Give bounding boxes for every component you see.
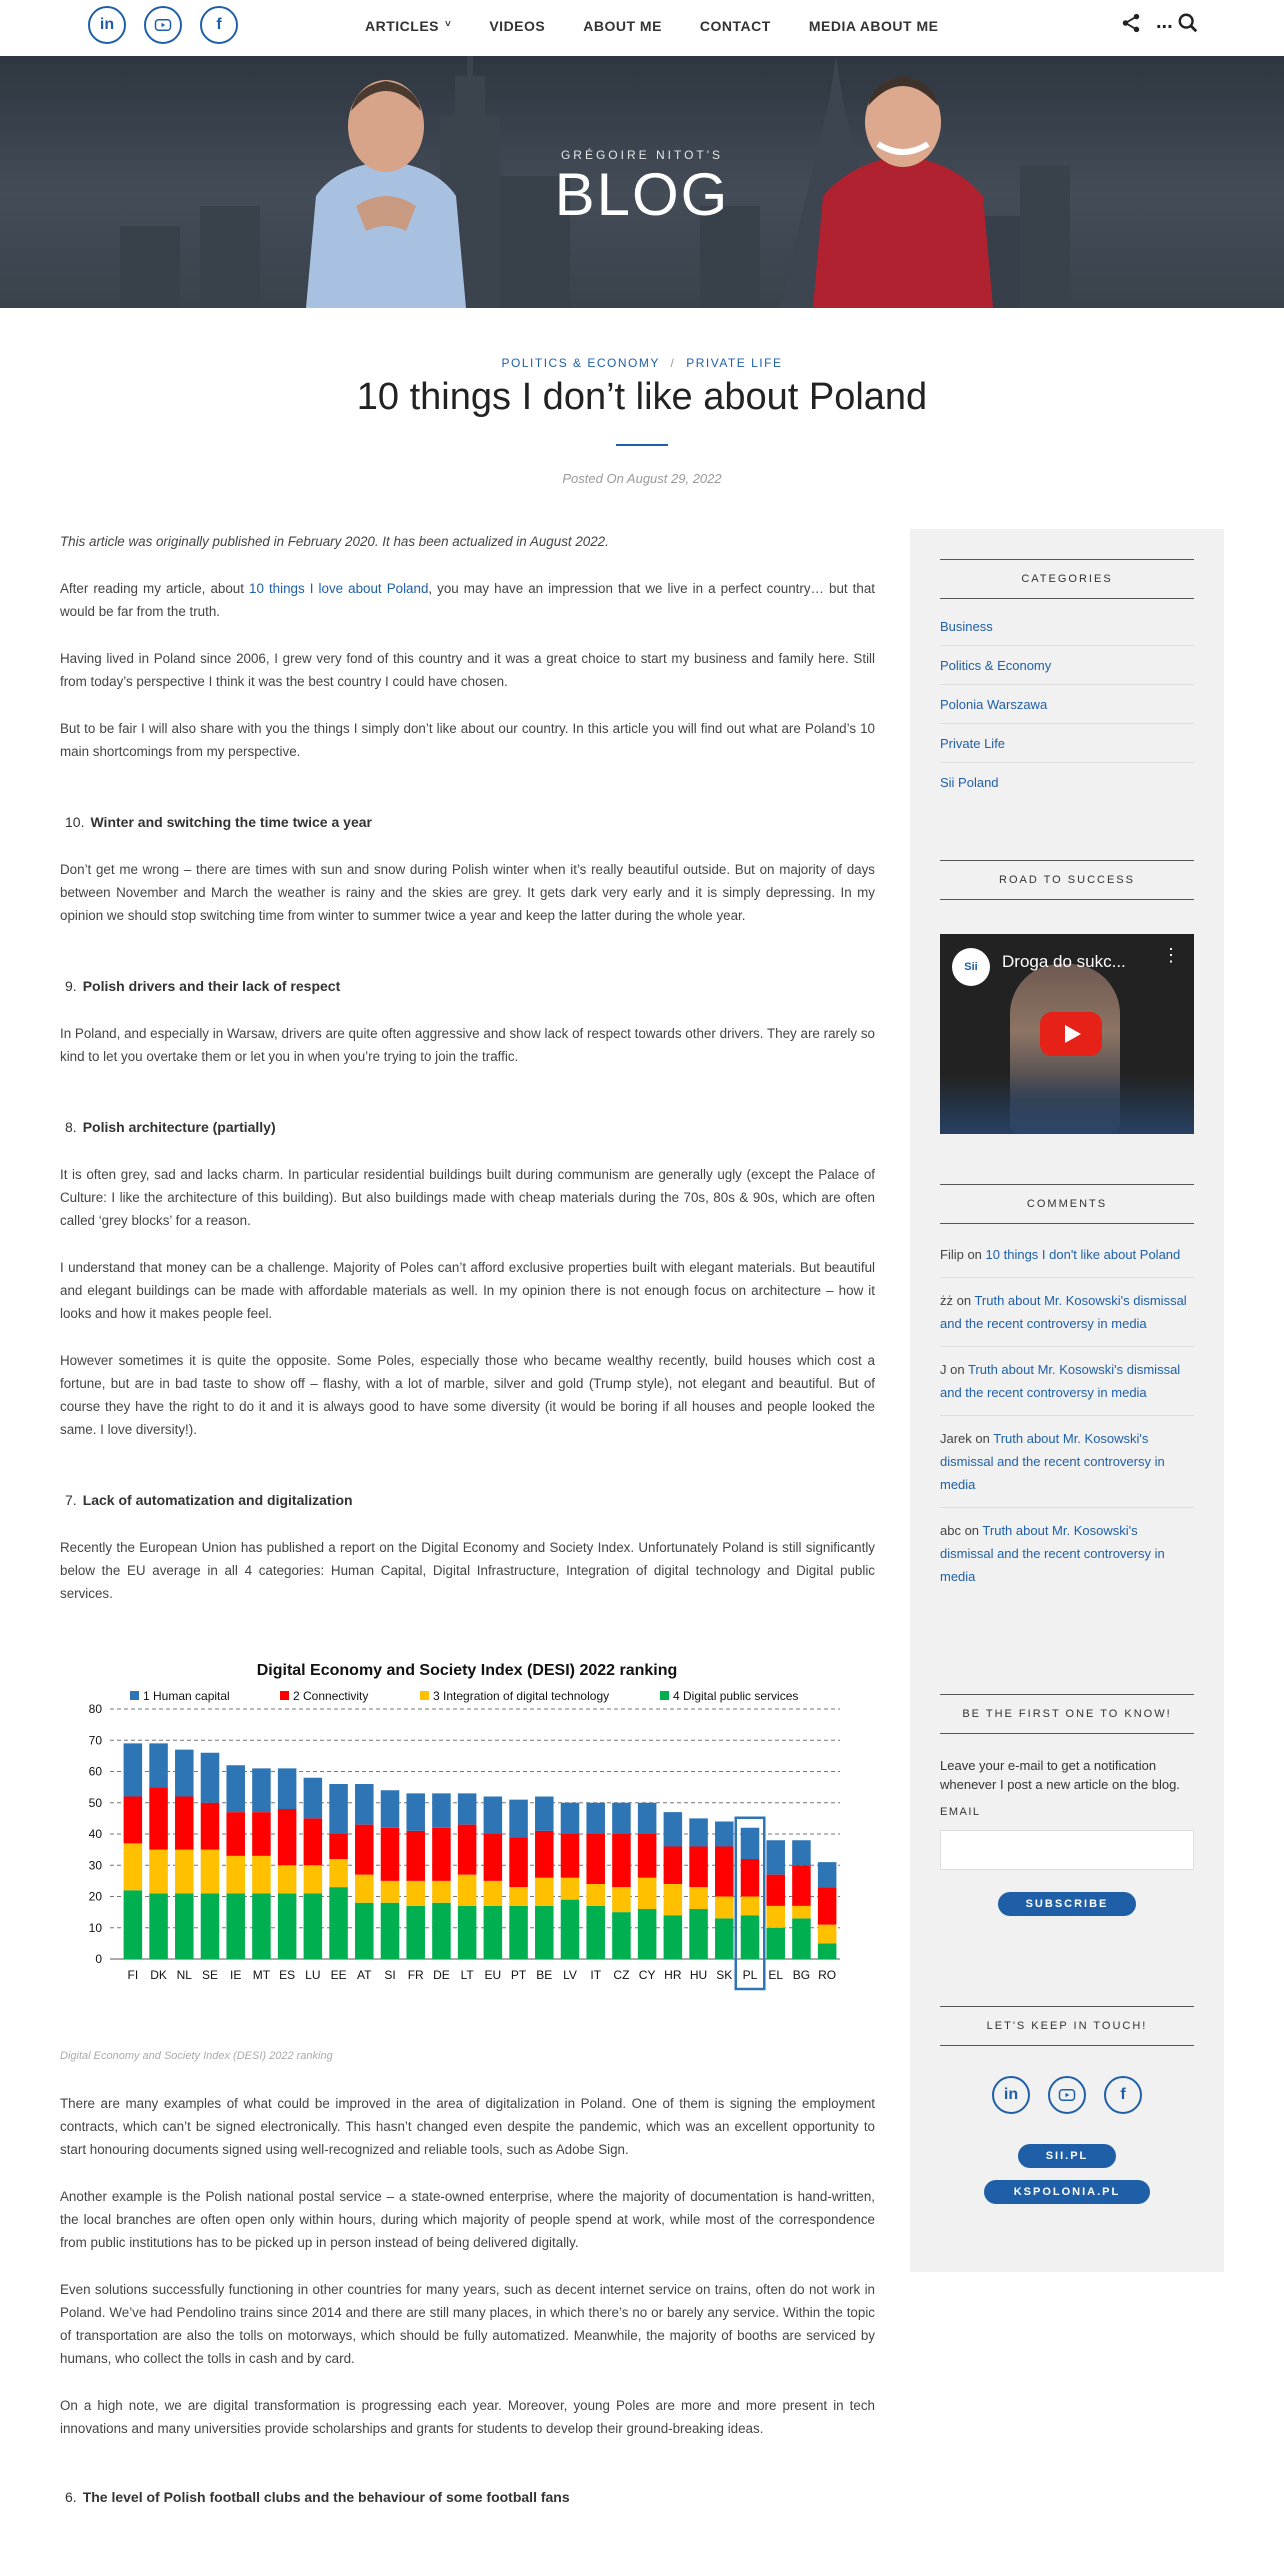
bar-segment [304,1778,323,1819]
bar-segment [406,1831,425,1881]
comment-item [940,1347,1194,1416]
article-paragraph: There are many examples of what could be improved in the area of digitalization in Poland. One of them is signing the employment contracts, which can’t be signed electronically. This hasn’t changed even despite the pandemic, which was an excellent opportunity to start honouring documents signed using well-recognized and reliable tools, such as Adobe Sign. [60,2096,875,2157]
legend-swatch [420,1691,429,1700]
bar-segment [381,1881,400,1903]
sidebar-social-links [940,2076,1194,2114]
comment-item [940,1232,1194,1278]
bar-segment [612,1887,631,1912]
desi-chart [60,1653,875,2033]
x-tick-label: AT [357,1968,372,1982]
bar-segment [586,1906,605,1959]
sii-link-button[interactable]: SII.PL [1018,2144,1116,2168]
nav-articles[interactable] [365,18,451,34]
social-widget [940,2006,1194,2204]
bar-segment [175,1750,194,1797]
video-overlay [940,1074,1194,1134]
section-number: 9. [65,978,77,994]
bar-segment [715,1918,734,1959]
x-tick-label: BG [792,1968,811,1982]
text: on [960,1523,983,1538]
bar-segment [741,1859,760,1897]
video-widget [940,860,1194,1134]
bar-segment [715,1822,734,1847]
y-tick-label: 40 [88,1827,102,1841]
linkedin-icon[interactable]: in [88,6,126,44]
bar-segment [586,1834,605,1884]
bar-segment [252,1768,271,1812]
x-tick-label: BE [536,1968,553,1982]
bar-segment [638,1878,657,1909]
bar-segment [149,1787,168,1850]
nav-articles-label: ARTICLES [365,18,439,34]
text: on [971,1431,994,1446]
bar-segment [278,1768,297,1809]
categories-widget [940,559,1194,802]
comment-item [940,1278,1194,1347]
bar-segment [355,1875,374,1903]
facebook-icon[interactable]: f [200,6,238,44]
facebook-icon[interactable]: f [1104,2076,1142,2114]
chart-caption: Digital Economy and Society Index (DESI) 2022 ranking [60,2050,333,2062]
section-title: Lack of automatization and digitalization [82,1492,353,1508]
hero-banner [0,56,1284,308]
bar-segment [201,1850,220,1894]
section-heading-10 [60,811,875,834]
bar-segment [818,1925,837,1944]
bar-segment [432,1793,451,1827]
bar-segment [664,1847,683,1885]
comment-author: Filip [940,1247,964,1262]
text: on [946,1362,968,1377]
y-tick-label: 0 [95,1952,102,1966]
bar-segment [818,1943,837,1959]
nav-media-about-me[interactable]: MEDIA ABOUT ME [808,18,939,34]
bar-segment [766,1906,785,1928]
widget-title: ROAD TO SUCCESS [940,860,1194,900]
sidebar-category-private-life[interactable]: Private Life [940,724,1194,763]
play-button[interactable] [1040,1012,1102,1056]
x-tick-label: HR [664,1968,682,1982]
bar-segment [638,1909,657,1959]
article-paragraph: Don’t get me wrong – there are times with sun and snow during Polish winter when it’s really beautiful outside. But on majority of days between November and March the weather is rainy and the skies are grey. It gets dark very early and it is simply depressing. In my opinion we should stop switching time from winter to summer twice a year and keep the latter during the whole year. [60,862,875,923]
comment-post-link[interactable]: Truth about Mr. Kosowski's dismissal and the recent controversy in media [940,1293,1187,1331]
y-tick-label: 60 [88,1764,102,1779]
sidebar-category-polonia[interactable]: Polonia Warszawa [940,685,1194,724]
bar-segment [201,1803,220,1850]
linkedin-icon[interactable]: in [992,2076,1030,2114]
bar-segment [561,1834,580,1878]
bar-segment [381,1790,400,1828]
bar-segment [612,1803,631,1834]
bar-segment [689,1887,708,1909]
bar-segment [149,1850,168,1894]
y-tick-label: 80 [88,1702,102,1716]
text: After reading my article, about [60,581,250,596]
bar-segment [124,1843,143,1890]
email-field[interactable] [940,1830,1194,1870]
bar-segment [638,1803,657,1834]
legend-swatch [130,1691,139,1700]
bar-segment [766,1875,785,1906]
x-tick-label: EU [484,1968,502,1982]
comments-list [940,1232,1194,1599]
sidebar-category-business[interactable]: Business [940,607,1194,646]
bar-segment [509,1800,528,1838]
bar-segment [226,1856,245,1894]
bar-segment [638,1834,657,1878]
bar-segment [329,1834,348,1859]
bar-segment [664,1915,683,1959]
x-tick-label: IE [230,1968,242,1982]
section-title: The level of Polish football clubs and the behaviour of some football fans [82,2489,570,2505]
bar-segment [484,1906,503,1959]
comment-author: Jarek [940,1431,972,1446]
bar-segment [792,1865,811,1906]
article-paragraph [60,577,875,623]
bar-segment [561,1900,580,1959]
article-body [60,530,875,2533]
bar-segment [458,1875,477,1906]
kspolonia-link-button[interactable]: KSPOLONIA.PL [984,2180,1150,2204]
bar-segment [741,1828,760,1859]
section-title: Winter and switching the time twice a year [90,814,372,830]
blog-title[interactable]: BLOG [554,161,730,228]
comment-post-link[interactable]: Truth about Mr. Kosowski's dismissal and the recent controversy in media [940,1431,1165,1492]
x-tick-label: SI [384,1968,396,1982]
category-link-politics[interactable]: POLITICS & ECONOMY [501,356,660,370]
post-date: Posted On August 29, 2022 [562,471,722,486]
sidebar-category-politics[interactable]: Politics & Economy [940,646,1194,685]
article-paragraph: In Poland, and especially in Warsaw, drivers are quite often aggressive and show lack of respect towards other drivers. They are rarely so kind to let you overtake them or let you in when you’re trying to join the traffic. [60,1026,875,1064]
x-tick-label: DK [150,1968,167,1982]
x-tick-label: LU [305,1968,321,1982]
x-tick-label: SE [201,1968,219,1982]
bar-segment [278,1809,297,1865]
bar-segment [792,1918,811,1959]
channel-logo[interactable]: Sii [952,948,990,986]
text: on [953,1293,975,1308]
text: , you may have an impression that we live in a perfect country… but that would be far from the truth. [60,581,875,619]
bar-segment [226,1893,245,1959]
bar-segment [304,1865,323,1893]
social-links [88,6,238,44]
x-tick-label: CY [638,1968,656,1982]
article-paragraph: I understand that money can be a challenge. Majority of Poles can’t afford exclusive properties built with elegant materials. But beautiful and elegant buildings can be made with affordable materials as well. In my opinion there is not enough focus on architecture – how it looks and how it makes people feel. [60,1260,875,1321]
bar-segment [561,1878,580,1900]
x-tick-label: EE [330,1968,347,1982]
x-tick-label: PL [742,1968,758,1982]
newsletter-description: Leave your e-mail to get a notification whenever I post a new article on the blog. [940,1758,1180,1792]
bar-segment [226,1765,245,1812]
bar-segment [124,1890,143,1959]
section-number: 10. [65,814,85,830]
article-paragraph: Recently the European Union has published a report on the Digital Economy and Society Index. Unfortunately Poland is still significantly below the EU average in all 4 categories: Human Capital, Digital Infrastructure, Integration of digital technology and Digital public services. [60,1540,875,1601]
bar-segment [175,1797,194,1850]
article-paragraph: However sometimes it is quite the opposite. Some Poles, especially those who became wealthy recently, build houses which cost a fortune, but are in bad taste to show off – flashy, with a lot of marble, silver and gold (Trump style), not elegant and beautiful. But of course they have the right to do it and it is always good to have some diversity (it would be boring if all houses and people looked the same. I love diversity!). [60,1353,875,1437]
post-categories [0,356,1284,370]
sidebar [910,529,1224,2272]
bar-segment [715,1897,734,1919]
legend-swatch [660,1691,669,1700]
bar-segment [535,1831,554,1878]
x-tick-label: SK [716,1968,733,1982]
legend-label: 1 Human capital [143,1689,230,1703]
bar-segment [535,1797,554,1831]
bar-segment [715,1847,734,1897]
legend-label: 3 Integration of digital technology [433,1689,610,1703]
bar-segment [381,1903,400,1959]
bar-segment [664,1884,683,1915]
bar-segment [124,1797,143,1844]
x-tick-label: DE [433,1968,450,1982]
email-label: EMAIL [940,1806,981,1818]
bar-segment [458,1906,477,1959]
x-tick-label: NL [176,1968,192,1982]
comment-post-link[interactable]: 10 things I don't like about Poland [985,1247,1181,1262]
widget-title: LET'S KEEP IN TOUCH! [940,2006,1194,2046]
category-list [940,607,1194,802]
y-tick-label: 70 [88,1733,102,1748]
chart-title: Digital Economy and Society Index (DESI) 2022 ranking [256,1662,678,1679]
bar-segment [175,1850,194,1894]
bar-segment [201,1753,220,1803]
x-tick-label: CZ [613,1968,630,1982]
bar-segment [664,1812,683,1846]
x-tick-label: LV [563,1968,577,1982]
x-tick-label: RO [818,1968,837,1982]
bar-segment [278,1893,297,1959]
bar-segment [818,1887,837,1925]
bar-segment [355,1784,374,1825]
widget-title: CATEGORIES [940,559,1194,599]
bar-segment [226,1812,245,1856]
comment-post-link[interactable]: Truth about Mr. Kosowski's dismissal and the recent controversy in media [940,1523,1165,1584]
bar-segment [689,1909,708,1959]
article-paragraph: It is often grey, sad and lacks charm. In particular residential buildings built during communism are generally ugly (except the Palace of Culture: I like the architecture of this building). But also buildings made with cheap materials during the 70s, 80s & 90s, which are often called ‘grey blocks’ for a reason. [60,1167,875,1228]
sidebar-category-sii[interactable]: Sii Poland [940,775,999,790]
comment-author: abc [940,1523,961,1538]
bar-segment [612,1834,631,1887]
bar-segment [586,1884,605,1906]
bar-segment [278,1865,297,1893]
bar-segment [689,1818,708,1846]
bar-segment [406,1793,425,1831]
legend-label: 4 Digital public services [673,1689,799,1703]
section-heading-9 [60,975,875,998]
bar-segment [175,1893,194,1959]
y-tick-label: 20 [88,1889,102,1904]
legend-swatch [280,1691,289,1700]
section-heading-8 [60,1116,875,1139]
x-tick-label: PT [510,1968,527,1982]
bar-segment [484,1834,503,1881]
bar-segment [741,1915,760,1959]
comment-post-link[interactable]: Truth about Mr. Kosowski's dismissal and the recent controversy in media [940,1362,1181,1400]
desi-chart-svg [60,1653,875,2033]
bar-segment [458,1825,477,1875]
y-tick-label: 10 [88,1920,102,1935]
main-nav [365,18,938,34]
youtube-glyph [154,16,172,34]
section-title: Polish drivers and their lack of respect [82,978,341,994]
bar-segment [432,1881,451,1903]
section-number: 6. [65,2489,77,2505]
section-title: Polish architecture (partially) [82,1119,276,1135]
bar-segment [484,1797,503,1835]
bar-segment [406,1881,425,1906]
widget-title: BE THE FIRST ONE TO KNOW! [940,1694,1194,1734]
bar-segment [561,1803,580,1834]
bar-segment [586,1803,605,1834]
youtube-icon[interactable] [144,6,182,44]
bar-segment [355,1903,374,1959]
text: on [963,1247,986,1262]
x-tick-label: ES [279,1968,296,1982]
chevron-down-icon: ˅ [445,19,452,30]
search-icon[interactable] [1177,12,1199,39]
bar-segment [766,1928,785,1959]
y-tick-label: 50 [88,1795,102,1810]
comments-widget [940,1184,1194,1599]
bar-segment [329,1859,348,1887]
bar-segment [509,1887,528,1906]
section-number: 8. [65,1119,77,1135]
title-divider [616,444,668,446]
x-tick-label: FR [407,1968,424,1982]
comment-author: J [940,1362,947,1377]
category-separator: / [670,356,676,370]
video-menu-icon[interactable]: ⋮ [1162,945,1180,965]
article-paragraph: Even solutions successfully functioning in other countries for many years, such as decent internet service on trains, often do not work in Poland. We’ve had Pendolino trains since 2014 and there are still many places, in which there’s no or barely any service. Within the topic of transportation are also the tolls on motorways, which should be fully automatized. Meanwhile, the majority of booths are serviced by humans, who collect the tolls in cash and by card. [60,2282,875,2366]
comment-item [940,1508,1194,1599]
article-paragraph: On a high note, we are digital transformation is progressing each year. Moreover, young Poles are more and more present in tech innovations and many universities provide scholarships and grants for students to develop their ground-breaking ideas. [60,2398,875,2436]
share-icon[interactable] [1120,12,1142,39]
bar-segment [406,1906,425,1959]
bar-segment [329,1887,348,1959]
comment-author: żż [940,1293,953,1308]
nav-videos[interactable]: VIDEOS [489,18,546,34]
bar-segment [432,1903,451,1959]
article-paragraph: But to be fair I will also share with you the things I simply don’t like about our country. In this article you will find out what are Poland’s 10 main shortcomings from my perspective. [60,721,875,759]
widget-title: COMMENTS [940,1184,1194,1224]
bar-segment [201,1893,220,1959]
bar-segment [535,1906,554,1959]
article-intro: This article was originally published in February 2020. It has been actualized in August 2022. [60,534,609,549]
youtube-glyph [1058,2086,1076,2104]
bar-segment [509,1837,528,1887]
bar-segment [484,1881,503,1906]
bar-segment [304,1893,323,1959]
bar-segment [689,1847,708,1888]
article-paragraph: Another example is the Polish national postal service – a state-owned enterprise, where the majority of documentation is hand-written, the local branches are often open only within hours, during which majority of people spend at work, while most of the correspondence from public institutions has to be picked up in person instead of being delivered digitally. [60,2189,875,2250]
more-menu[interactable]: ... [1156,11,1173,33]
x-tick-label: IT [590,1968,602,1982]
section-number: 7. [65,1492,77,1508]
nav-about-me[interactable]: ABOUT ME [583,18,662,34]
nav-contact[interactable]: CONTACT [699,18,771,34]
bar-segment [252,1856,271,1894]
x-tick-label: LT [460,1968,474,1982]
legend-label: 2 Connectivity [293,1689,369,1703]
bar-segment [509,1906,528,1959]
bar-segment [355,1825,374,1875]
x-tick-label: EL [768,1968,784,1982]
article-paragraph: Having lived in Poland since 2006, I grew very fond of this country and it was a great choice to start my business and family here. Still from today’s perspective I think it was the best country I could have chosen. [60,651,875,689]
bar-segment [329,1784,348,1834]
x-tick-label: HU [689,1968,708,1982]
bar-segment [741,1897,760,1916]
bar-segment [432,1828,451,1881]
y-tick-label: 30 [88,1858,102,1873]
category-link-private-life[interactable]: PRIVATE LIFE [686,356,783,370]
top-bar [0,0,1284,56]
x-tick-label: FI [127,1968,139,1982]
newsletter-widget [940,1694,1194,1916]
bar-segment [792,1906,811,1919]
comment-item [940,1416,1194,1508]
bar-segment [612,1912,631,1959]
bar-segment [304,1818,323,1865]
bar-segment [149,1893,168,1959]
bar-segment [381,1828,400,1881]
bar-segment [252,1893,271,1959]
x-tick-label: MT [252,1968,271,1982]
blog-subtitle: GRÉGOIRE NITOT'S [560,148,724,162]
subscribe-button[interactable]: SUBSCRIBE [998,1892,1136,1916]
bar-segment [149,1743,168,1787]
header-actions [1120,12,1199,39]
bar-segment [124,1743,143,1796]
youtube-video-embed[interactable] [940,934,1194,1134]
section-heading-7 [60,1489,875,1512]
section-heading-6 [60,2486,875,2509]
bar-segment [792,1840,811,1865]
bar-segment [818,1862,837,1887]
bar-segment [766,1840,785,1874]
bar-segment [535,1878,554,1906]
bar-segment [252,1812,271,1856]
post-title: 10 things I don’t like about Poland [356,376,928,418]
bar-segment [458,1793,477,1824]
video-title[interactable]: Droga do sukc... [1002,952,1126,971]
love-poland-link[interactable]: 10 things I love about Poland [249,581,429,596]
youtube-icon[interactable] [1048,2076,1086,2114]
